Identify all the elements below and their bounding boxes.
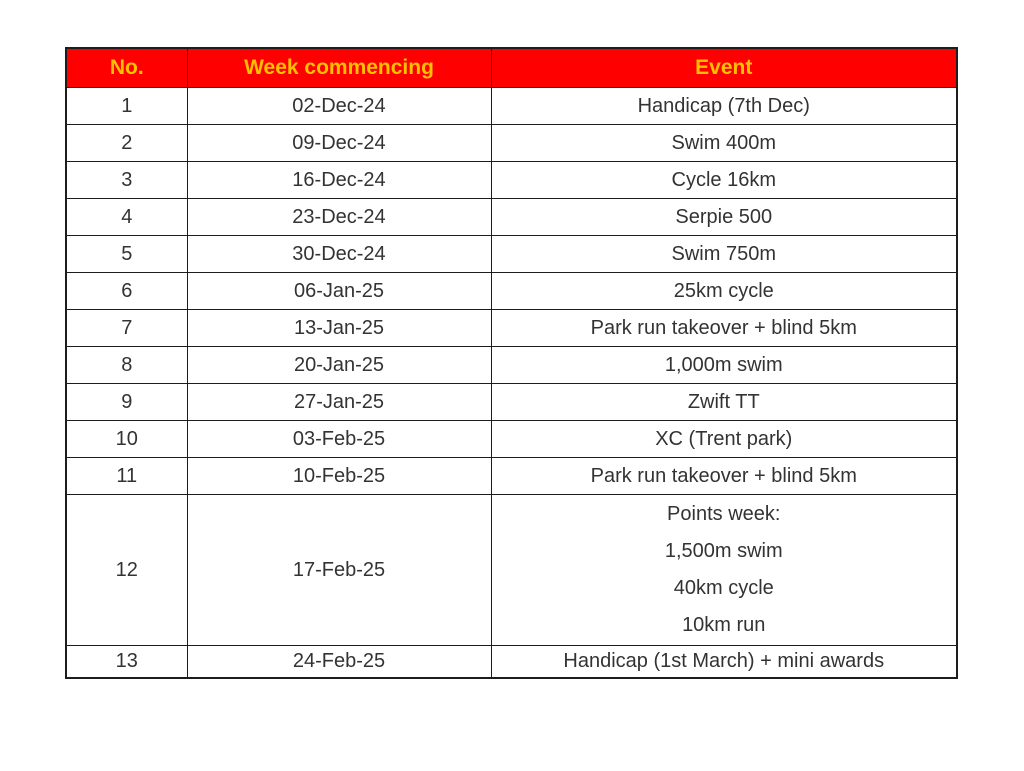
cell-event: 25km cycle <box>491 273 957 310</box>
table-row <box>66 495 957 646</box>
cell-week: 03-Feb-25 <box>187 421 491 458</box>
cell-week: 09-Dec-24 <box>187 125 491 162</box>
cell-no: 2 <box>66 125 187 162</box>
cell-event: 1,000m swim <box>491 347 957 384</box>
table-row <box>66 88 957 125</box>
cell-event: Cycle 16km <box>491 162 957 199</box>
cell-week: 24-Feb-25 <box>187 646 491 679</box>
cell-week: 27-Jan-25 <box>187 384 491 421</box>
cell-no: 7 <box>66 310 187 347</box>
cell-event: Park run takeover + blind 5km <box>491 458 957 495</box>
table-row <box>66 310 957 347</box>
table-body <box>66 88 957 679</box>
header-event: Event <box>491 48 957 88</box>
cell-week: 20-Jan-25 <box>187 347 491 384</box>
table-row <box>66 384 957 421</box>
header-week-commencing: Week commencing <box>187 48 491 88</box>
cell-event: Handicap (7th Dec) <box>491 88 957 125</box>
cell-no: 13 <box>66 646 187 679</box>
table-header <box>66 48 957 88</box>
cell-event <box>491 495 957 646</box>
table-row <box>66 646 957 679</box>
table-row <box>66 421 957 458</box>
cell-week: 06-Jan-25 <box>187 273 491 310</box>
cell-event: Handicap (1st March) + mini awards <box>491 646 957 679</box>
event-line: 40km cycle <box>673 577 774 599</box>
header-row <box>66 48 957 88</box>
table-row <box>66 236 957 273</box>
cell-event: Park run takeover + blind 5km <box>491 310 957 347</box>
cell-week: 30-Dec-24 <box>187 236 491 273</box>
header-no: No. <box>66 48 187 88</box>
cell-week: 10-Feb-25 <box>187 458 491 495</box>
cell-event: XC (Trent park) <box>491 421 957 458</box>
cell-week: 02-Dec-24 <box>187 88 491 125</box>
cell-event: Swim 400m <box>491 125 957 162</box>
table-row <box>66 162 957 199</box>
cell-event: Swim 750m <box>491 236 957 273</box>
cell-no: 3 <box>66 162 187 199</box>
cell-week: 16-Dec-24 <box>187 162 491 199</box>
cell-no: 9 <box>66 384 187 421</box>
table-row <box>66 347 957 384</box>
event-line: 10km run <box>682 614 766 636</box>
cell-event: Serpie 500 <box>491 199 957 236</box>
cell-week: 13-Jan-25 <box>187 310 491 347</box>
cell-no: 4 <box>66 199 187 236</box>
event-schedule-table <box>65 47 958 679</box>
cell-no: 11 <box>66 458 187 495</box>
cell-no: 10 <box>66 421 187 458</box>
table-row <box>66 273 957 310</box>
event-line: 1,500m swim <box>664 540 783 562</box>
table-row <box>66 199 957 236</box>
cell-no: 5 <box>66 236 187 273</box>
cell-no: 12 <box>66 495 187 646</box>
cell-no: 6 <box>66 273 187 310</box>
event-line: Points week: <box>667 503 781 525</box>
cell-week: 23-Dec-24 <box>187 199 491 236</box>
table-row <box>66 458 957 495</box>
cell-no: 1 <box>66 88 187 125</box>
table-row <box>66 125 957 162</box>
cell-event: Zwift TT <box>491 384 957 421</box>
cell-week: 17-Feb-25 <box>187 495 491 646</box>
cell-no: 8 <box>66 347 187 384</box>
